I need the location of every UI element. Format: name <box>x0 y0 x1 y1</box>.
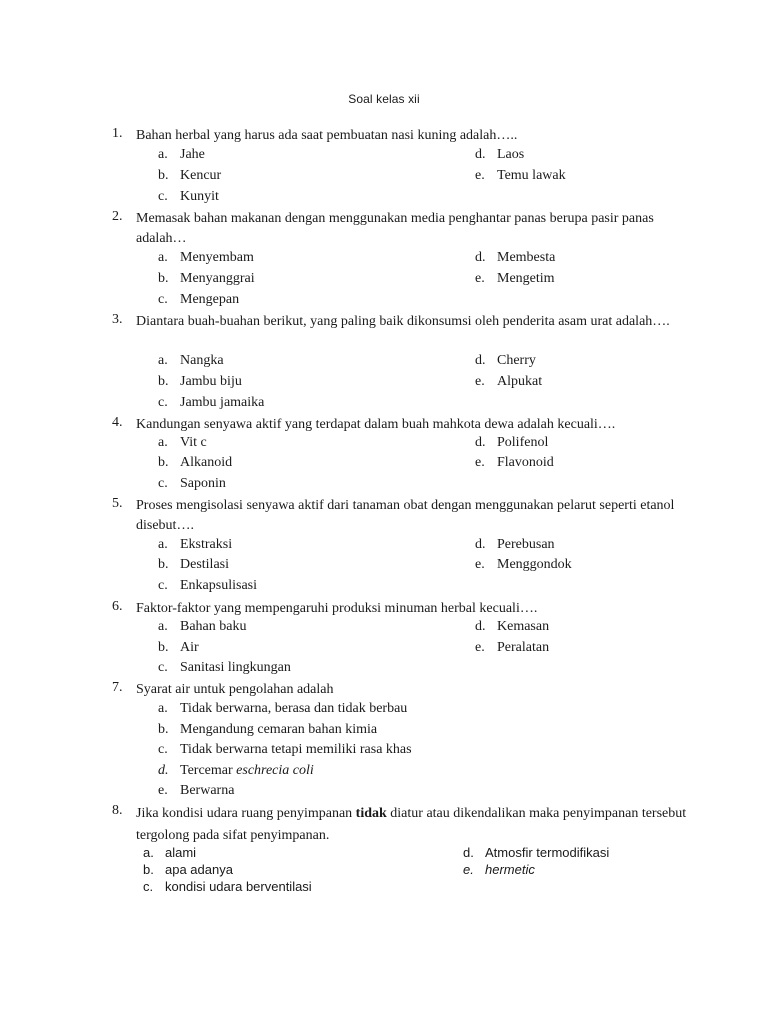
question-text: Memasak bahan makanan dengan menggunakan media penghantar panas berupa pasir panas adalah… <box>136 211 654 246</box>
document-page: Soal kelas xii 1. Bahan herbal yang harus ada saat pembuatan nasi kuning adalah….. a. Jahe b. Kencur c. Kunyit d. Laos e. Temu lawak 2. Memasak bahan makanan dengan menggunakan media penghantar panas berupa pasir panas adalah… a. Menyembam b. Menyanggrai c. Mengepan d. Membesta e. Mengetim 3. Diantara buah-buahan berikut, yang paling baik dikonsumsi oleh penderita asam urat adalah…. a. Nangka b. Jambu biju c. Jambu jamaika d. Cherry e. Alpukat 4. Kandungan senyawa aktif yang terdapat dalam buah mahkota dewa adalah kecuali…. a. Vit c b. Alkanoid c. Saponin d. Polifenol e. Flavonoid 5. Proses mengisolasi senyawa aktif dari tanaman obat dengan menggunakan pelarut seperti etanol disebut…. a. Ekstraksi b. Destilasi c. Enkapsulisasi d. Perebusan e. Menggondok 6. Faktor-faktor yang mempengaruhi produksi minuman herbal kecuali…. a. Bahan baku b. Air c. Sanitasi lingkungan d. Kemasan e. Peralatan 7. Syarat air untuk pengolahan adalah a. Tidak berwarna, berasa dan tidak berbau b. Mengandung cemaran bahan kimia c. Tidak berwarna tetapi memiliki rasa khas d. Tercemar eschrecia coli e. Berwarna 8. Jika kondisi udara ruang penyimpanan tidak diatur atau dikendalikan maka penyimpanan tersebut tergolong pada sifat penyimpanan. a. alami b. apa adanya c. kondisi udara berventilasi d. Atmosfir termodifikasi e. hermetic <box>0 0 768 1024</box>
question-text: Bahan herbal yang harus ada saat pembuatan nasi kuning adalah….. <box>136 128 518 143</box>
question-text: Jika kondisi udara ruang penyimpanan tidak diatur atau dikendalikan maka penyimpanan tersebut tergolong pada sifat penyimpanan. <box>136 806 687 843</box>
page-title: Soal kelas xii <box>348 92 420 106</box>
question-number: 1. <box>112 126 123 141</box>
question-text: Proses mengisolasi senyawa aktif dari tanaman obat dengan menggunakan pelarut seperti etanol disebut…. <box>136 498 675 533</box>
question-number: 2. <box>112 209 123 224</box>
question-number: 7. <box>112 680 123 695</box>
question-number: 8. <box>112 803 123 818</box>
question-text: Kandungan senyawa aktif yang terdapat dalam buah mahkota dewa adalah kecuali…. <box>136 417 616 432</box>
question-text: Diantara buah-buahan berikut, yang paling baik dikonsumsi oleh penderita asam urat adalah…. <box>136 314 670 329</box>
question-number: 6. <box>112 599 123 614</box>
question-text: Syarat air untuk pengolahan adalah <box>136 682 334 697</box>
emphasis-bold: tidak <box>355 806 387 821</box>
question-number: 5. <box>112 496 123 511</box>
question-number: 3. <box>112 312 123 327</box>
question-number: 4. <box>112 415 123 430</box>
question-text: Faktor-faktor yang mempengaruhi produksi minuman herbal kecuali…. <box>136 601 538 616</box>
